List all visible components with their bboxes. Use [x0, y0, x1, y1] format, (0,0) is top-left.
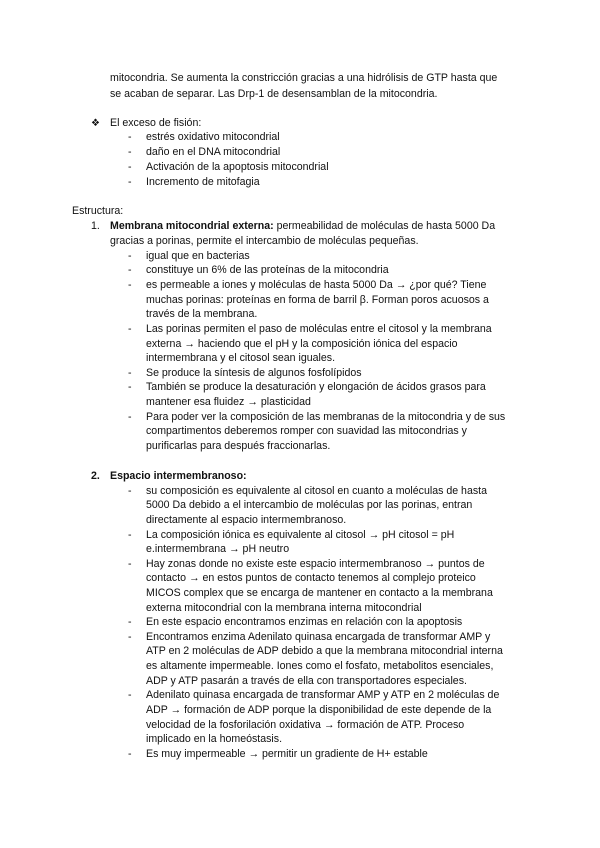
section-1-lead	[110, 220, 495, 233]
s2-item-line: 5000 Da debido a el intercambio de moléculas por las porinas, entran	[146, 499, 473, 511]
dash-bullet: -	[128, 411, 132, 423]
section-2-title: Espacio intermembranoso:	[110, 470, 247, 482]
s1-item-line: constituye un 6% de las proteínas de la mitocondria	[146, 264, 389, 276]
dash-bullet: -	[128, 146, 132, 158]
s2-item-line: ADP → formación de ADP porque la disponibilidad de este depende de la	[146, 704, 492, 716]
s2-item-line: externa mitocondrial con la membrana interna mitocondrial	[146, 602, 422, 614]
s2-item-line: MICOS complex que se encarga de mantener en contacto a la membrana	[146, 587, 493, 599]
s1-item-line: Las porinas permiten el paso de moléculas entre el citosol y la membrana	[146, 323, 492, 335]
s2-item-line: La composición iónica es equivalente al citosol → pH citosol = pH	[146, 529, 455, 541]
section-2-number: 2.	[91, 470, 100, 482]
s1-item-line: compartimentos deberemos romper con suavidad las mitocondrias y	[146, 425, 467, 437]
dash-bullet: -	[128, 529, 132, 541]
s1-item-line: intermembrana y el citosol sean iguales.	[146, 352, 336, 364]
dash-bullet: -	[128, 616, 132, 628]
s1-item-line: muchas porinas: proteínas en forma de barril β. Forman poros acuosos a	[146, 294, 489, 306]
s1-item-line: igual que en bacterias	[146, 250, 250, 262]
s1-item-line: Se produce la síntesis de algunos fosfolípidos	[146, 367, 362, 379]
s2-item-line: Encontramos enzima Adenilato quinasa encargada de transformar AMP y	[146, 631, 491, 643]
intro-line-2: se acaban de separar. Las Drp-1 de desensamblan de la mitocondria.	[110, 88, 438, 100]
s1-item-line: purificarlas para después fraccionarlas.	[146, 440, 331, 452]
dash-bullet: -	[128, 176, 132, 188]
s2-item-line: contacto → en estos puntos de contacto tenemos al complejo proteico	[146, 572, 476, 584]
s2-item-line: ATP en 2 moléculas de ADP debido a que la membrana mitocondrial interna	[146, 645, 503, 657]
s1-item-line: También se produce la desaturación y elongación de ácidos grasos para	[146, 381, 486, 393]
s2-item-line: Hay zonas donde no existe este espacio intermembranoso → puntos de	[146, 558, 485, 570]
intro-line-1: mitocondria. Se aumenta la constricción gracias a una hidrólisis de GTP hasta que	[110, 72, 498, 84]
section-1-number: 1.	[91, 220, 100, 232]
fision-item: Incremento de mitofagia	[146, 176, 260, 188]
dash-bullet: -	[128, 264, 132, 276]
section-1-title: Membrana mitocondrial externa:	[110, 220, 274, 232]
fision-item: estrés oxidativo mitocondrial	[146, 131, 280, 143]
s2-item-line: directamente al espacio intermembranoso.	[146, 514, 347, 526]
diamond-bullet-icon: ❖	[91, 118, 100, 129]
dash-bullet: -	[128, 631, 132, 643]
s1-item-line: Para poder ver la composición de las membranas de la mitocondria y de sus	[146, 411, 506, 423]
dash-bullet: -	[128, 279, 132, 291]
dash-bullet: -	[128, 367, 132, 379]
dash-bullet: -	[128, 161, 132, 173]
s1-item-line: mantener esa fluidez → plasticidad	[146, 396, 311, 408]
section-1-lead-line-2: gracias a porinas, permite el intercambio de moléculas pequeñas.	[110, 235, 419, 247]
dash-bullet: -	[128, 748, 132, 760]
s2-item-line: e.intermembrana → pH neutro	[146, 543, 290, 555]
fision-heading: El exceso de fisión:	[110, 117, 202, 129]
dash-bullet: -	[128, 250, 132, 262]
s2-item-line: es altamente impermeable. Iones como el fosfato, metabolitos esenciales,	[146, 660, 494, 672]
s2-item-line: velocidad de la fosforilación oxidativa → formación de ATP. Proceso	[146, 719, 465, 731]
fision-item: Activación de la apoptosis mitocondrial	[146, 161, 329, 173]
s1-item-line: es permeable a iones y moléculas de hasta 5000 Da → ¿por qué? Tiene	[146, 279, 487, 291]
dash-bullet: -	[128, 381, 132, 393]
s2-item-line: En este espacio encontramos enzimas en relación con la apoptosis	[146, 616, 463, 628]
dash-bullet: -	[128, 689, 132, 701]
dash-bullet: -	[128, 323, 132, 335]
section-1-lead-text: permeabilidad de moléculas de hasta 5000 Da	[273, 220, 496, 232]
s2-item-line: implicado en la homeóstasis.	[146, 733, 283, 745]
s1-item-line: través de la membrana.	[146, 308, 258, 320]
s1-item-line: externa → haciendo que el pH y la composición iónica del espacio	[146, 338, 458, 350]
dash-bullet: -	[128, 558, 132, 570]
dash-bullet: -	[128, 485, 132, 497]
s2-item-line: Es muy impermeable → permitir un gradiente de H+ estable	[146, 748, 428, 760]
s2-item-line: su composición es equivalente al citosol en cuanto a moléculas de hasta	[146, 485, 487, 497]
estructura-heading: Estructura:	[72, 205, 124, 217]
s2-item-line: ADP y ATP pasarán a través de ella con transportadores especiales.	[146, 675, 467, 687]
dash-bullet: -	[128, 131, 132, 143]
fision-item: daño en el DNA mitocondrial	[146, 146, 281, 158]
s2-item-line: Adenilato quinasa encargada de transformar AMP y ATP en 2 moléculas de	[146, 689, 500, 701]
